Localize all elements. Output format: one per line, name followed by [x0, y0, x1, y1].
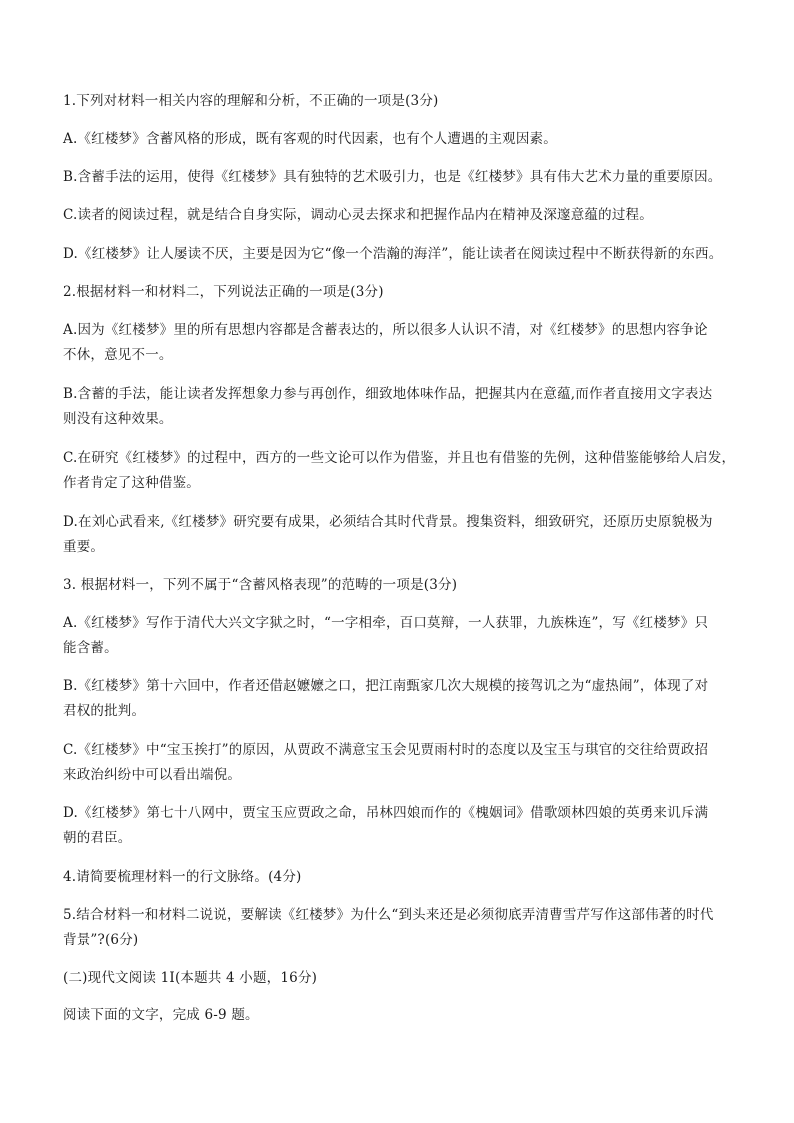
q3-option-a-line2: 能含蓄。	[63, 640, 118, 656]
q2-option-b-line1: B.含蓄的手法，能让读者发挥想象力参与再创作，细致地体味作品，把握其内在意蕴,而作者直接用文字表达	[63, 386, 713, 402]
question-5-line2: 背景”?(6分)	[63, 932, 139, 948]
question-5-line1: 5.结合材料一和材料二说说，要解读《红楼梦》为什么“到头来还是必须彻底弄清曹雪芹写作这部伟著的时代	[63, 907, 714, 923]
q3-option-b-line2: 君权的批判。	[63, 703, 146, 719]
q2-option-d-line1: D.在刘心武看来,《红楼梦》研究要有成果，必须结合其时代背景。搜集资料，细致研究，还原历史原貌极为	[63, 514, 713, 530]
q2-option-d-line2: 重要。	[63, 539, 105, 555]
q3-option-d-line1: D.《红楼梦》第七十八网中，贾宝玉应贾政之命，吊林四娘而作的《槐姻词》借歌颂林四娘的英勇来讥斥满	[63, 805, 709, 821]
q1-option-d: D.《红楼梦》让人屡读不厌，主要是因为它“像一个浩瀚的海洋”，能让读者在阅读过程中不断获得新的东西。	[63, 246, 723, 262]
q3-option-d-line2: 朝的君臣。	[63, 830, 132, 846]
question-2-stem: 2.根据材料一和材料二，下列说法正确的一项是(3分)	[63, 284, 384, 300]
q1-option-a: A.《红楼梦》含蓄风格的形成，既有客观的时代因素，也有个人遭遇的主观因素。	[63, 131, 557, 147]
q2-option-a-line1: A.因为《红楼梦》里的所有思想内容都是含蓄表达的，所以很多人认识不清，对《红楼梦》的思想内容争论	[63, 322, 708, 338]
q2-option-c-line1: C.在研究《红楼梦》的过程中，西方的一些文论可以作为借鉴，并且也有借鉴的先例，这种借鉴能够给人启发，	[63, 450, 736, 466]
question-3-stem: 3. 根据材料一，下列不属于“含蓄风格表现”的范畴的一项是(3分)	[63, 577, 458, 593]
reading-instruction: 阅读下面的文字，完成 6-9 题。	[63, 1007, 259, 1023]
question-4-stem: 4.请简要梳理材料一的行文脉络。(4分)	[63, 869, 302, 885]
section-heading: (二)现代文阅读 1I(本题共 4 小题，16分)	[63, 970, 318, 986]
q2-option-a-line2: 不休，意见不一。	[63, 347, 173, 363]
q3-option-b-line1: B.《红楼梦》第十六回中，作者还借赵嬷嬷之口，把江南甄家几次大规模的接驾讥之为“虚热闹”，体现了对	[63, 678, 709, 694]
question-1-stem: 1.下列对材料一相关内容的理解和分析，不正确的一项是(3分)	[63, 93, 439, 109]
q2-option-b-line2: 则没有这种效果。	[63, 411, 173, 427]
q2-option-c-line2: 作者肯定了这种借鉴。	[63, 475, 200, 491]
q1-option-b: B.含蓄手法的运用，使得《红楼梦》具有独特的艺术吸引力，也是《红楼梦》具有伟大艺术力量的重要原因。	[63, 169, 722, 185]
q1-option-c: C.读者的阅读过程，就是结合自身实际，调动心灵去探求和把握作品内在精神及深邃意蕴的过程。	[63, 207, 653, 223]
q3-option-c-line1: C.《红楼梦》中“宝玉挨打”的原因，从贾政不满意宝玉会见贾雨村时的态度以及宝玉与琪官的交往给贾政招	[63, 742, 709, 758]
q3-option-c-line2: 来政治纠纷中可以看出端倪。	[63, 767, 242, 783]
q3-option-a-line1: A.《红楼梦》写作于清代大兴文字狱之时，“一字相牵，百口莫辩，一人获罪，九族株连”，写《红楼梦》只	[63, 615, 709, 631]
